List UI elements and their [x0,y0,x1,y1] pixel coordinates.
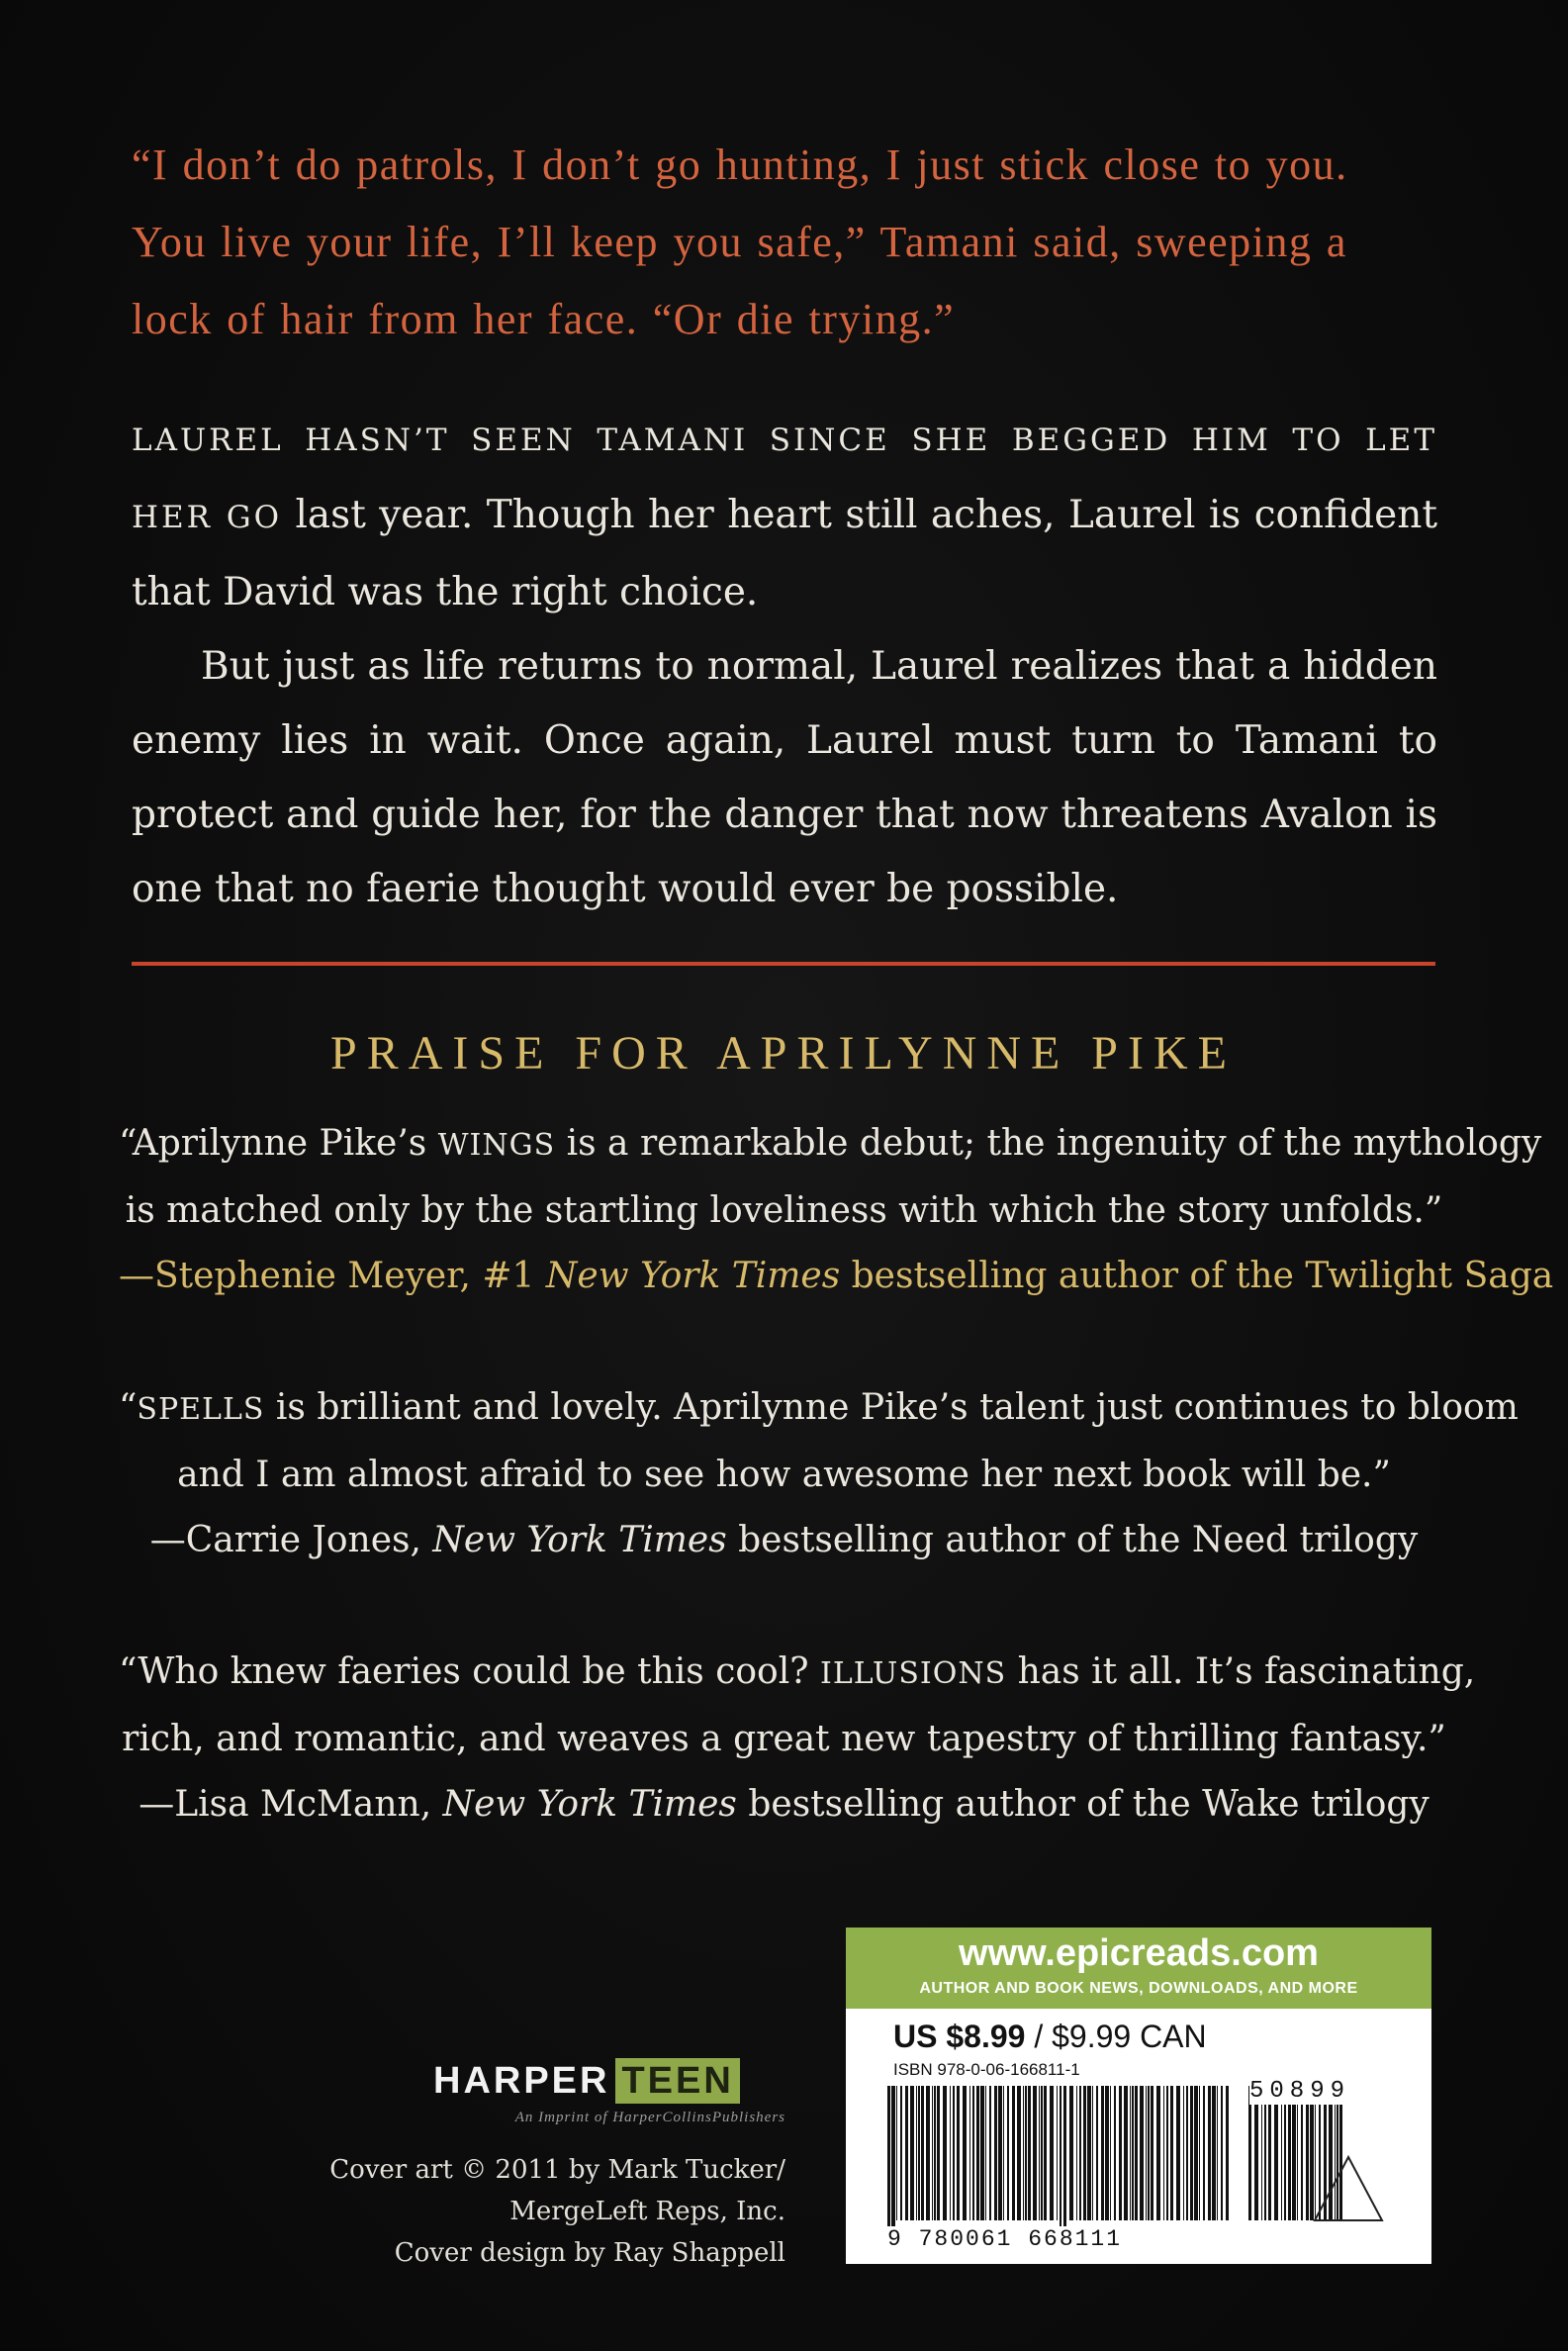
imprint-note: An Imprint of HarperCollinsPublishers [514,2110,785,2125]
attribution-text: bestselling author of the Need trilogy [726,1520,1419,1560]
price [893,2017,1207,2056]
attribution-text: —Stephenie Meyer, #1 [119,1256,546,1296]
barcode-bar [1288,2086,1291,2220]
blurb-line: is matched only by the startling loveliness with which the story unfolds.” [125,1190,1443,1231]
sticker-tagline: AUTHOR AND BOOK NEWS, DOWNLOADS, AND MORE [919,1980,1358,1997]
barcode-bar [1176,2086,1180,2220]
barcode-bar [1119,2086,1122,2220]
barcode-bar [916,2086,917,2220]
barcode-bar [891,2086,895,2234]
barcode [885,2086,1232,2234]
barcode-bar [1060,2086,1061,2234]
barcode-bar [963,2086,967,2220]
barcode-bar [1025,2086,1027,2220]
barcode-bar [1076,2086,1077,2220]
logo-teen: TEEN [615,2058,739,2104]
barcode-bar [1110,2086,1111,2220]
barcode-bar [1083,2086,1086,2220]
barcode-bar [1292,2086,1296,2220]
opening-quote [132,127,1437,358]
barcode-bar [1039,2086,1040,2220]
barcode-bar [1194,2086,1198,2220]
barcode-bar [1132,2086,1134,2220]
attribution-text: bestselling author of the Wake trilogy [736,1784,1430,1825]
publication-name: New York Times [442,1784,737,1825]
barcode-bar [1050,2086,1054,2220]
blurb-text: is brilliant and lovely. Aprilynne Pike’s talent just continues to bloom [264,1387,1519,1428]
blurb-line [119,1111,1542,1178]
barcode-bar [1033,2086,1037,2220]
barcode-bar [1264,2086,1266,2220]
praise-heading: PRAISE FOR APRILYNNE PIKE [330,1027,1237,1080]
barcode-bar [1274,2086,1278,2220]
barcode-bar [953,2086,955,2220]
barcode-bar [980,2086,984,2220]
barcode-bar [994,2086,997,2220]
praise-blurb [119,1640,1476,1837]
isbn: ISBN 978-0-06-166811-1 [893,2060,1080,2079]
barcode-bar [1170,2086,1173,2220]
barcode-bar [1124,2086,1128,2220]
barcode-bar [887,2086,890,2234]
barcode-bar [950,2086,951,2220]
barcode-bar [1114,2086,1116,2220]
addon-digits: 50899 [1249,2078,1351,2105]
sticker-banner [846,1928,1431,2009]
barcode-bar [1012,2086,1015,2220]
barcode-bar [989,2086,991,2220]
barcode-bar [1226,2086,1229,2220]
barcode-bar [900,2086,902,2220]
cover-credits [297,2149,785,2274]
barcode-bar [1297,2086,1298,2220]
barcode-bar [937,2086,940,2220]
barcode-bar [943,2086,947,2220]
barcode-bar [1148,2086,1150,2220]
barcode-bar [1217,2086,1218,2220]
synopsis-lead-caps: LAUREL HASN’T SEEN TAMANI SINCE SHE BEGGED HIM TO LET HER GO [132,423,1437,535]
barcode-bar [972,2086,974,2220]
barcode-bar [1017,2086,1021,2220]
synopsis [132,401,1437,926]
blurb-text: has it all. It’s fascinating, [1006,1651,1476,1692]
barcode-bar [926,2086,930,2220]
barcode-bar [1163,2086,1164,2220]
barcode-bar [1003,2086,1004,2220]
barcode-digits: 9 780061 668111 [887,2226,1123,2252]
barcode-bar [1146,2086,1147,2220]
synopsis-text: last year. Though her heart still aches, Laurel is confident that David was the right choice. [132,493,1437,614]
quote-line: “I don’t do patrols, I don’t go hunting, I just stick close to you. [132,141,1348,189]
barcode-bar [969,2086,970,2220]
barcode-bar [1044,2086,1047,2220]
triangle-mark [1311,2153,1386,2224]
blurb-text: “ [119,1387,138,1428]
barcode-bar [1203,2086,1205,2220]
barcode-bar [1007,2086,1009,2220]
barcode-bar [1248,2086,1251,2220]
sticker-url: www.epicreads.com [959,1932,1319,1974]
barcode-bar [1057,2086,1058,2220]
barcode-bar [932,2086,933,2220]
barcode-bar [896,2086,897,2220]
barcode-bar [1212,2086,1216,2220]
attribution-text: bestselling author of the Twilight Saga [840,1256,1554,1296]
blurb-attribution [119,1772,1449,1837]
barcode-bar [1221,2086,1223,2220]
barcode-bar [1140,2086,1144,2220]
barcode-bar [1186,2086,1188,2220]
harper-teen-logo [433,2058,785,2104]
barcode-bar [1079,2086,1081,2220]
barcode-bar [1151,2086,1153,2220]
synopsis-paragraph-2: But just as life returns to normal, Laurel realizes that a hidden enemy lies in wait. Once again, Laurel must turn to Tamani to protect and guide her, for the danger that now threatens Avalon is one that no faerie thought would ever be possible. [132,644,1437,911]
publication-name: New York Times [432,1520,727,1560]
blurb-line [119,1375,1519,1443]
barcode-bar [998,2086,1002,2220]
blurb-line: and I am almost afraid to see how awesome her next book will be.” [177,1455,1391,1495]
barcode-bar [1183,2086,1184,2220]
barcode-bar [921,2086,924,2220]
barcode-bar [1254,2086,1258,2220]
barcode-bar [1069,2086,1073,2220]
credit-line: MergeLeft Reps, Inc. [509,2197,785,2226]
barcode-bar [918,2086,920,2220]
barcode-bar [1166,2086,1168,2220]
book-title: WINGS [437,1128,556,1163]
quote-line: lock of hair from her face. “Or die trying.” [132,295,956,343]
synopsis-paragraph-1 [132,401,1437,629]
credit-line: Cover art © 2011 by Mark Tucker/ [329,2155,785,2185]
price-barcode-sticker [846,1928,1431,2264]
barcode-bar [1041,2086,1043,2220]
barcode-bar [1190,2086,1193,2220]
blurb-line [119,1640,1476,1707]
barcode-bar [910,2086,914,2220]
barcode-bar [934,2086,936,2220]
attribution-text: —Carrie Jones, [149,1520,433,1560]
barcode-bar [1087,2086,1091,2220]
barcode-bar [1268,2086,1271,2220]
barcode-bar [957,2086,960,2220]
barcode-bar [905,2086,908,2220]
barcode-bar [1284,2086,1286,2220]
praise-blurb [119,1111,1554,1309]
book-title: ILLUSIONS [819,1656,1007,1691]
price-separator: / [1025,2019,1053,2054]
barcode-bar [1063,2086,1066,2234]
blurb-attribution [119,1508,1449,1573]
barcode-bar [1261,2086,1262,2220]
blurb-text: “Who knew faeries could be this cool? [119,1651,820,1692]
barcode-bar [1208,2086,1211,2220]
barcode-bar [1101,2086,1104,2220]
publication-name: New York Times [545,1256,841,1296]
blurb-attribution [119,1244,1554,1309]
barcode-bar [1156,2086,1160,2220]
attribution-text: —Lisa McMann, [138,1784,443,1825]
praise-blurb [119,1375,1519,1573]
barcode-bar [1028,2086,1031,2220]
blurb-text: “Aprilynne Pike’s [119,1123,438,1164]
barcode-bar [1199,2086,1200,2220]
barcode-bar [1130,2086,1131,2220]
barcode-bar [1023,2086,1024,2220]
blurb-text: is a remarkable debut; the ingenuity of the mythology [555,1123,1542,1164]
barcode-bar [1281,2086,1282,2220]
section-divider [132,962,1435,966]
price-can: $9.99 CAN [1052,2019,1207,2054]
barcode-bar [1306,2086,1309,2220]
barcode-bar [1301,2086,1303,2220]
barcode-bar [1096,2086,1098,2220]
barcode-bar [976,2086,979,2220]
quote-line: You live your life, I’ll keep you safe,” Tamani said, sweeping a [132,218,1347,266]
barcode-bar [1105,2086,1109,2220]
barcode-bar [1135,2086,1138,2220]
barcode-bar [985,2086,986,2220]
logo-harper: HARPER [433,2060,610,2102]
blurb-line: rich, and romantic, and weaves a great new tapestry of thrilling fantasy.” [122,1719,1446,1759]
credit-line: Cover design by Ray Shappell [394,2238,785,2268]
book-title: SPELLS [137,1392,265,1427]
barcode-bar [1092,2086,1093,2220]
price-us: US $8.99 [893,2019,1026,2054]
